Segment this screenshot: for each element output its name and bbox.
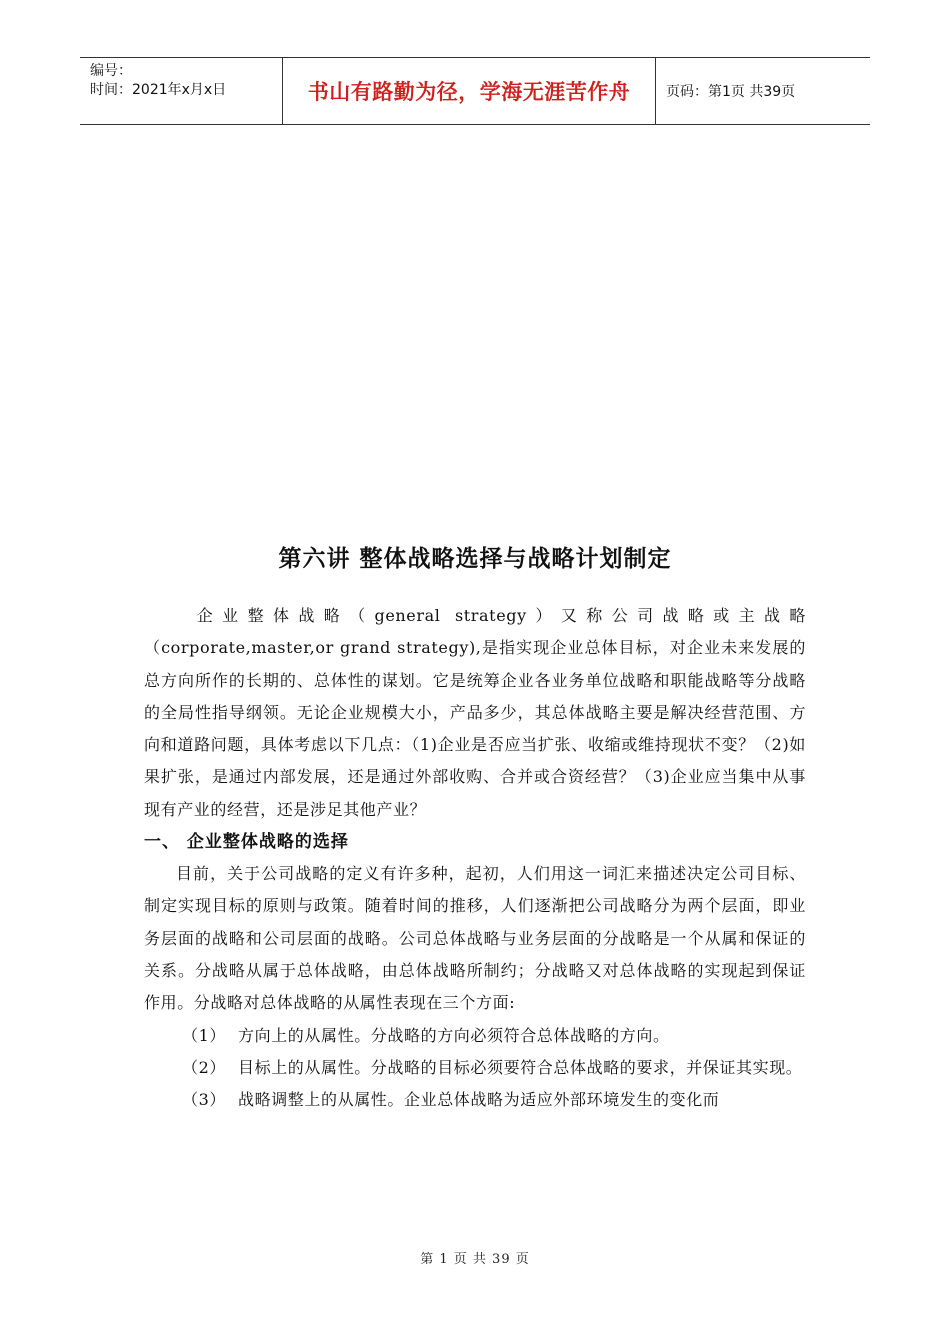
list-item-number: （1） [182,1025,226,1045]
section-heading: 一、 企业整体战略的选择 [144,832,349,853]
list-item [144,1020,806,1052]
list-item [144,1084,806,1116]
header-meta-cell [80,58,282,124]
time-label: 时间：2021年x月x日 [90,82,227,98]
numbered-list [144,1020,806,1117]
page-footer: 第 1 页 共 39 页 [420,1252,530,1267]
header-table [80,57,870,125]
document-body [144,600,806,1116]
motto: 书山有路勤为径，学海无涯苦作舟 [307,80,631,104]
list-item-number: （2） [182,1057,226,1077]
list-item-number: （3） [182,1090,226,1110]
list-item-text: 方向上的从属性。分战略的方向必须符合总体战略的方向。 [238,1025,670,1045]
list-item-text: 战略调整上的从属性。企业总体战略为适应外部环境发生的变化而 [238,1090,720,1110]
list-item [144,1052,806,1084]
header-page-cell [656,58,870,124]
page-title: 第六讲 整体战略选择与战略计划制定 [278,546,672,572]
intro-paragraph: 企业整体战略（general strategy）又称公司战略或主战略（corporate,master,or grand strategy),是指实现企业总体目标，对企业未来发展的总方向所作的长期的、总体性的谋划。它是统筹企业各业务单位战略和职能战略等分战略的全局性指导纲领。无论企业规模大小，产品多少，其总体战略主要是解决经营范围、方向和道路问题，具体考虑以下几点：（1)企业是否应当扩张、收缩或维持现状不变？（2)如果扩张，是通过内部发展，还是通过外部收购、合并或合资经营？（3)企业应当集中从事现有产业的经营，还是涉足其他产业？ [144,606,806,819]
list-item-text: 目标上的从属性。分战略的目标必须要符合总体战略的要求，并保证其实现。 [238,1057,803,1077]
section-paragraph: 目前，关于公司战略的定义有许多种，起初，人们用这一词汇来描述决定公司目标、制定实现目标的原则与政策。随着时间的推移，人们逐渐把公司战略分为两个层面，即业务层面的战略和公司层面的战略。公司总体战略与业务层面的分战略是一个从属和保证的关系。分战略从属于总体战略，由总体战略所制约；分战略又对总体战略的实现起到保证作用。分战略对总体战略的从属性表现在三个方面: [144,864,806,1013]
serial-label: 编号： [90,63,132,79]
header-motto-cell [282,58,656,124]
page-info: 页码：第1页 共39页 [666,84,796,100]
